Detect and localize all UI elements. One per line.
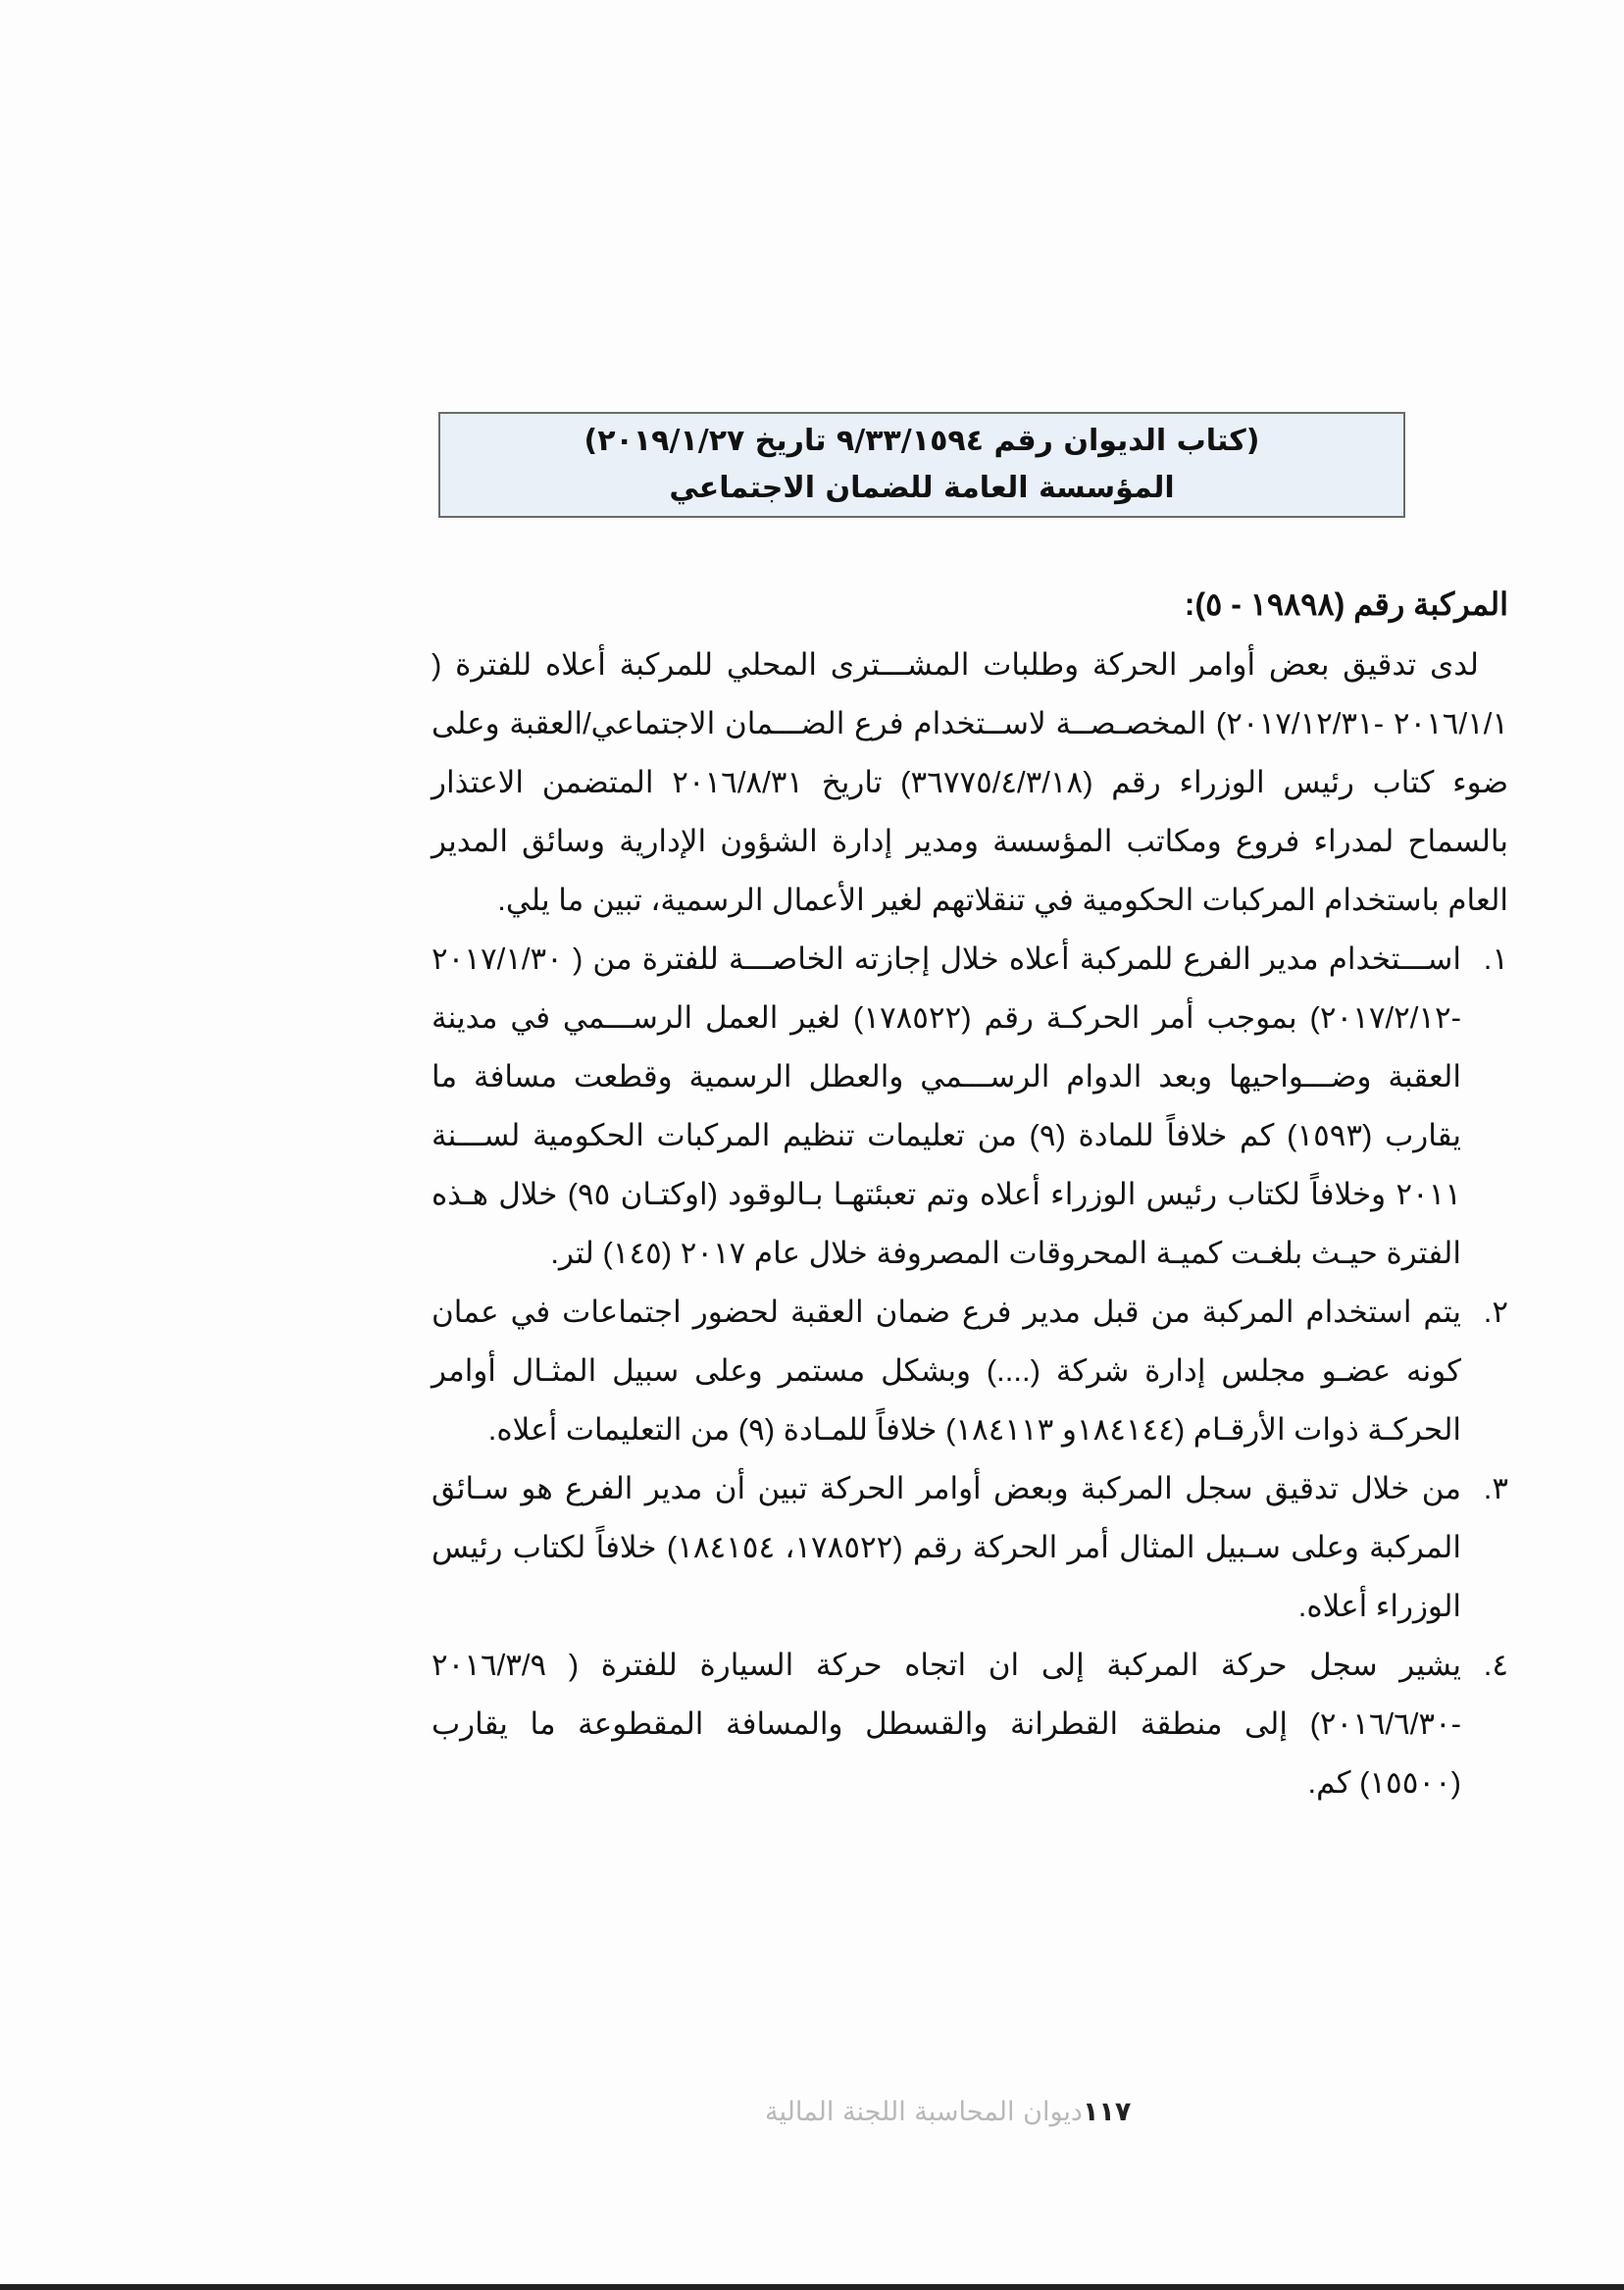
- findings-list: [431, 930, 1508, 1812]
- page-number: ١١٧: [1082, 2097, 1132, 2127]
- intro-paragraph: لدى تدقيق بعض أوامر الحركة وطلبات المشـــترى المحلي للمركبة أعلاه للفترة ( ٢٠١٦/١/١ -٢٠١٧/١٢/٣١) المخصـصــة لاســتخدام فرع الضـــمان الاجتماعي/العقبة وعلى ضوء كتاب رئيس الوزراء رقم (٣٦٧٧٥/٤/٣/١٨) تاريخ ٢٠١٦/٨/٣١ المتضمن الاعتذار بالسماح لمدراء فروع ومكاتب المؤسسة ومدير إدارة الشؤون الإدارية وسائق المدير العام باستخدام المركبات الحكومية في تنقلاتهم لغير الأعمال الرسمية، تبين ما يلي.: [431, 647, 1509, 917]
- list-item: [431, 1636, 1508, 1812]
- item-text: اســـتخدام مدير الفرع للمركبة أعلاه خلال إجازته الخاصـــة للفترة من ( ٢٠١٧/١/٣٠ -٢٠١٧/٢/١٢) بموجب أمر الحركـة رقم (١٧٨٥٢٢) لغير العمل الرســـمي في مدينة العقبة وضـــواحيها وبعد الدوام الرســـمي والعطل الرسمية وقطعت مسافة ما يقارب (١٥٩٣) كم خلافاً للمادة (٩) من تعليمات تنظيم المركبات الحكومية لســـنة ٢٠١١ وخلافاً لكتاب رئيس الوزراء أعلاه وتم تعبئتهـا بـالوقود (اوكتـان ٩٥) خلال هـذه الفترة حيـث بلغـت كميـة المحروقات المصروفة خلال عام ٢٠١٧ (١٤٥) لتر.: [431, 941, 1461, 1270]
- list-item: [431, 1283, 1508, 1459]
- item-text: يشير سجل حركة المركبة إلى ان اتجاه حركة السيارة للفترة ( ٢٠١٦/٣/٩ -٢٠١٦/٦/٣٠) إلى منطقة القطرانة والقسطل والمسافة المقطوعة ما يقارب (١٥٥٠٠) كم.: [431, 1648, 1461, 1800]
- footer-text: ديوان المحاسبة اللجنة المالية: [765, 2097, 1083, 2127]
- item-number: ٣.: [1483, 1471, 1508, 1505]
- item-number: ٤.: [1483, 1648, 1508, 1682]
- item-text: من خلال تدقيق سجل المركبة وبعض أوامر الحركة تبين أن مدير الفرع هو سـائق المركبة وعلى سـبيل المثال أمر الحركة رقم (١٧٨٥٢٢، ١٨٤١٥٤) خلافاً لكتاب رئيس الوزراء أعلاه.: [431, 1471, 1461, 1623]
- item-text: يتم استخدام المركبة من قبل مدير فرع ضمان العقبة لحضور اجتماعات في عمان كونه عضـو مجلس إدارة شركة (....) وبشكل مستمر وعلى سبيل المثـال أوامر الحركـة ذوات الأرقـام (١٨٤١٤٤و ١٨٤١١٣) خلافاً للمـادة (٩) من التعليمات أعلاه.: [431, 1295, 1461, 1447]
- list-item: [431, 930, 1508, 1283]
- letter-reference-box: [438, 412, 1405, 518]
- list-item: [431, 1459, 1508, 1636]
- institution-name: المؤسسة العامة للضمان الاجتماعي: [669, 471, 1175, 505]
- letter-reference: (كتاب الديوان رقم ٩/٣٣/١٥٩٤ تاريخ ٢٠١٩/١/٢٧): [584, 424, 1260, 458]
- document-body: [431, 575, 1508, 1812]
- page-footer: [765, 2097, 1131, 2127]
- scan-edge: [0, 2284, 1624, 2290]
- section-heading: المركبة رقم (١٩٨٩٨ - ٥):: [1184, 586, 1508, 622]
- item-number: ٢.: [1483, 1295, 1508, 1329]
- item-number: ١.: [1483, 941, 1508, 976]
